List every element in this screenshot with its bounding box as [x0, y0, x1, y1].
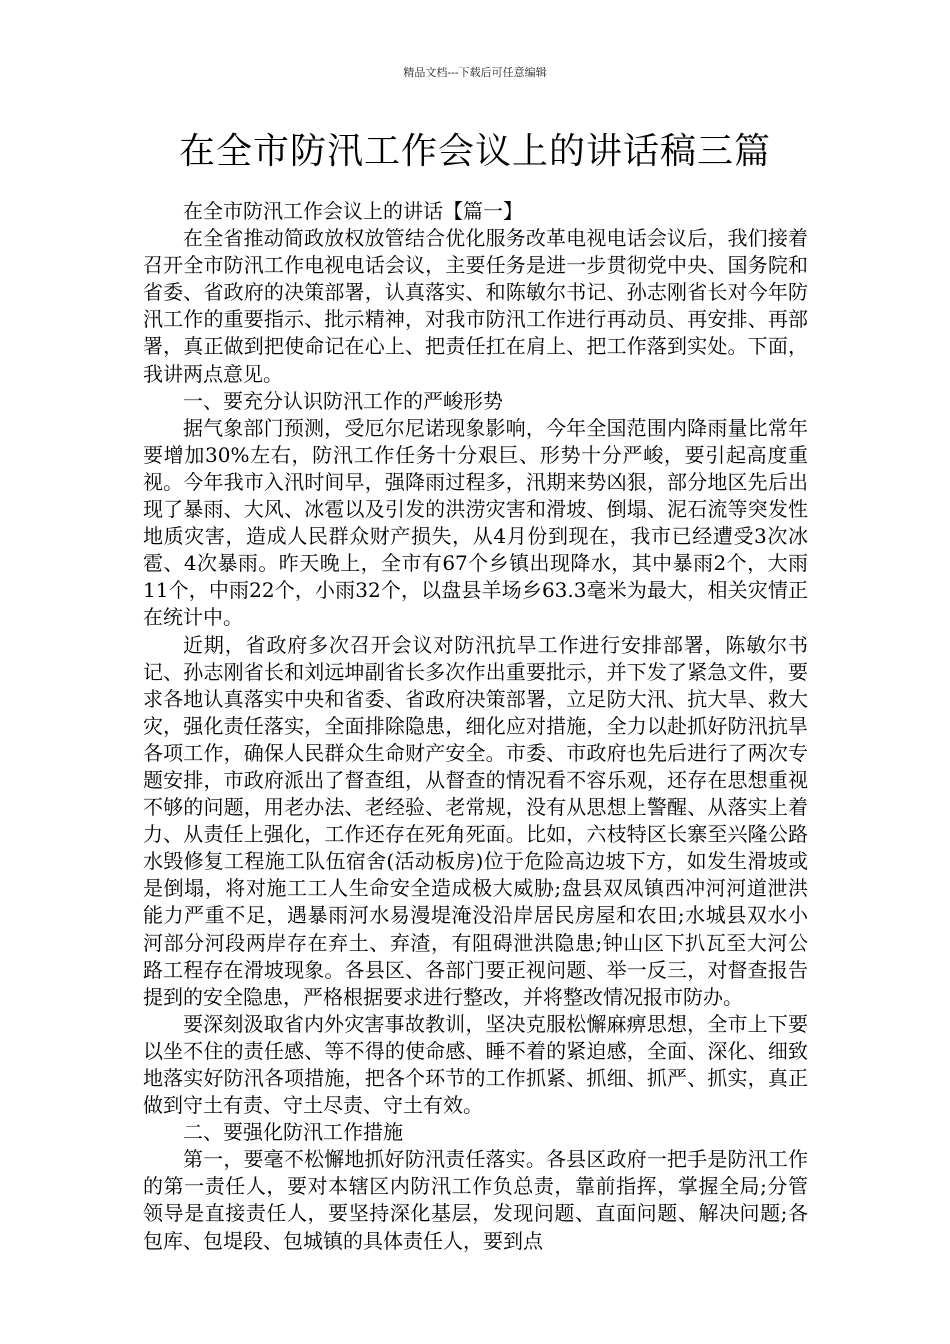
- section-heading-2: 二、要强化防汛工作措施: [183, 1120, 403, 1145]
- paragraph-intro: 在全省推动简政放权放管结合优化服务改革电视电话会议后，我们接着召开全市防汛工作电视电话会议，主要任务是进一步贯彻党中央、国务院和省委、省政府的决策部署，认真落实、和陈敏尔书记、孙志刚省长对今年防汛工作的重要指示、批示精神，对我市防汛工作进行再动员、再安排、再部署，真正做到把使命记在心上、把责任扛在肩上、把工作落到实处。下面，我讲两点意见。: [143, 226, 808, 386]
- section-heading-part-one: 在全市防汛工作会议上的讲话【篇一】: [183, 199, 523, 223]
- paragraph-provincial-deployment: 近期，省政府多次召开会议对防汛抗旱工作进行安排部署，陈敏尔书记、孙志刚省长和刘远坤副省长多次作出重要批示，并下发了紧急文件，要求各地认真落实中央和省委、省政府决策部署，立足防大汛、抗大旱、救大灾，强化责任落实，全面排除隐患，细化应对措施，全力以赴抓好防汛抗旱各项工作，确保人民群众生命财产安全。市委、市政府也先后进行了两次专题安排，市政府派出了督查组，从督查的情况看不容乐观，还存在思想重视不够的问题，用老办法、老经验、老常规，没有从思想上警醒、从落实上着力、从责任上强化，工作还存在死角死面。比如，六枝特区长寨至兴隆公路水毁修复工程施工队伍宿舍(活动板房)位于危险高边坡下方，如发生滑坡或是倒塌，将对施工工人生命安全造成极大威胁;盘县双凤镇西冲河河道泄洪能力严重不足，遇暴雨河水易漫堤淹没沿岸居民房屋和农田;水城县双水小河部分河段两岸存在弃土、弃渣，有阻碍泄洪隐患;钟山区下扒瓦至大河公路工程存在滑坡现象。各县区、各部门要正视问题、举一反三，对督查报告提到的安全隐患，严格根据要求进行整改，并将整改情况报市防办。: [143, 632, 808, 1009]
- section-heading-1: 一、要充分认识防汛工作的严峻形势: [183, 388, 503, 413]
- paragraph-forecast: 据气象部门预测，受厄尔尼诺现象影响，今年全国范围内降雨量比常年要增加30%左右，防汛工作任务十分艰巨、形势十分严峻，要引起高度重视。今年我市入汛时间早，强降雨过程多，汛期来势凶狠，部分地区先后出现了暴雨、大风、冰雹以及引发的洪涝灾害和滑坡、倒塌、泥石流等突发性地质灾害，造成人民群众财产损失，从4月份到现在，我市已经遭受3次冰雹、4次暴雨。昨天晚上，全市有67个乡镇出现降水，其中暴雨2个，大雨11个，中雨22个，小雨32个，以盘县羊场乡63.3毫米为最大，相关灾情正在统计中。: [143, 415, 808, 630]
- document-body: [143, 198, 808, 1255]
- page-header-note: 精品文档---下载后可任意编辑: [403, 66, 547, 79]
- paragraph-lessons: 要深刻汲取省内外灾害事故教训，坚决克服松懈麻痹思想，全市上下要以坐不住的责任感、等不得的使命感、睡不着的紧迫感，全面、深化、细致地落实好防汛各项措施，把各个环节的工作抓紧、抓细、抓严、抓实，真正做到守土有责、守土尽责、守土有效。: [143, 1011, 808, 1118]
- paragraph-responsibility: 第一，要毫不松懈地抓好防汛责任落实。各县区政府一把手是防汛工作的第一责任人，要对本辖区内防汛工作负总责，靠前指挥，掌握全局;分管领导是直接责任人，要坚持深化基层，发现问题、直面问题、解决问题;各包库、包堤段、包城镇的具体责任人，要到点: [143, 1147, 808, 1253]
- document-title: 在全市防汛工作会议上的讲话稿三篇: [178, 131, 771, 172]
